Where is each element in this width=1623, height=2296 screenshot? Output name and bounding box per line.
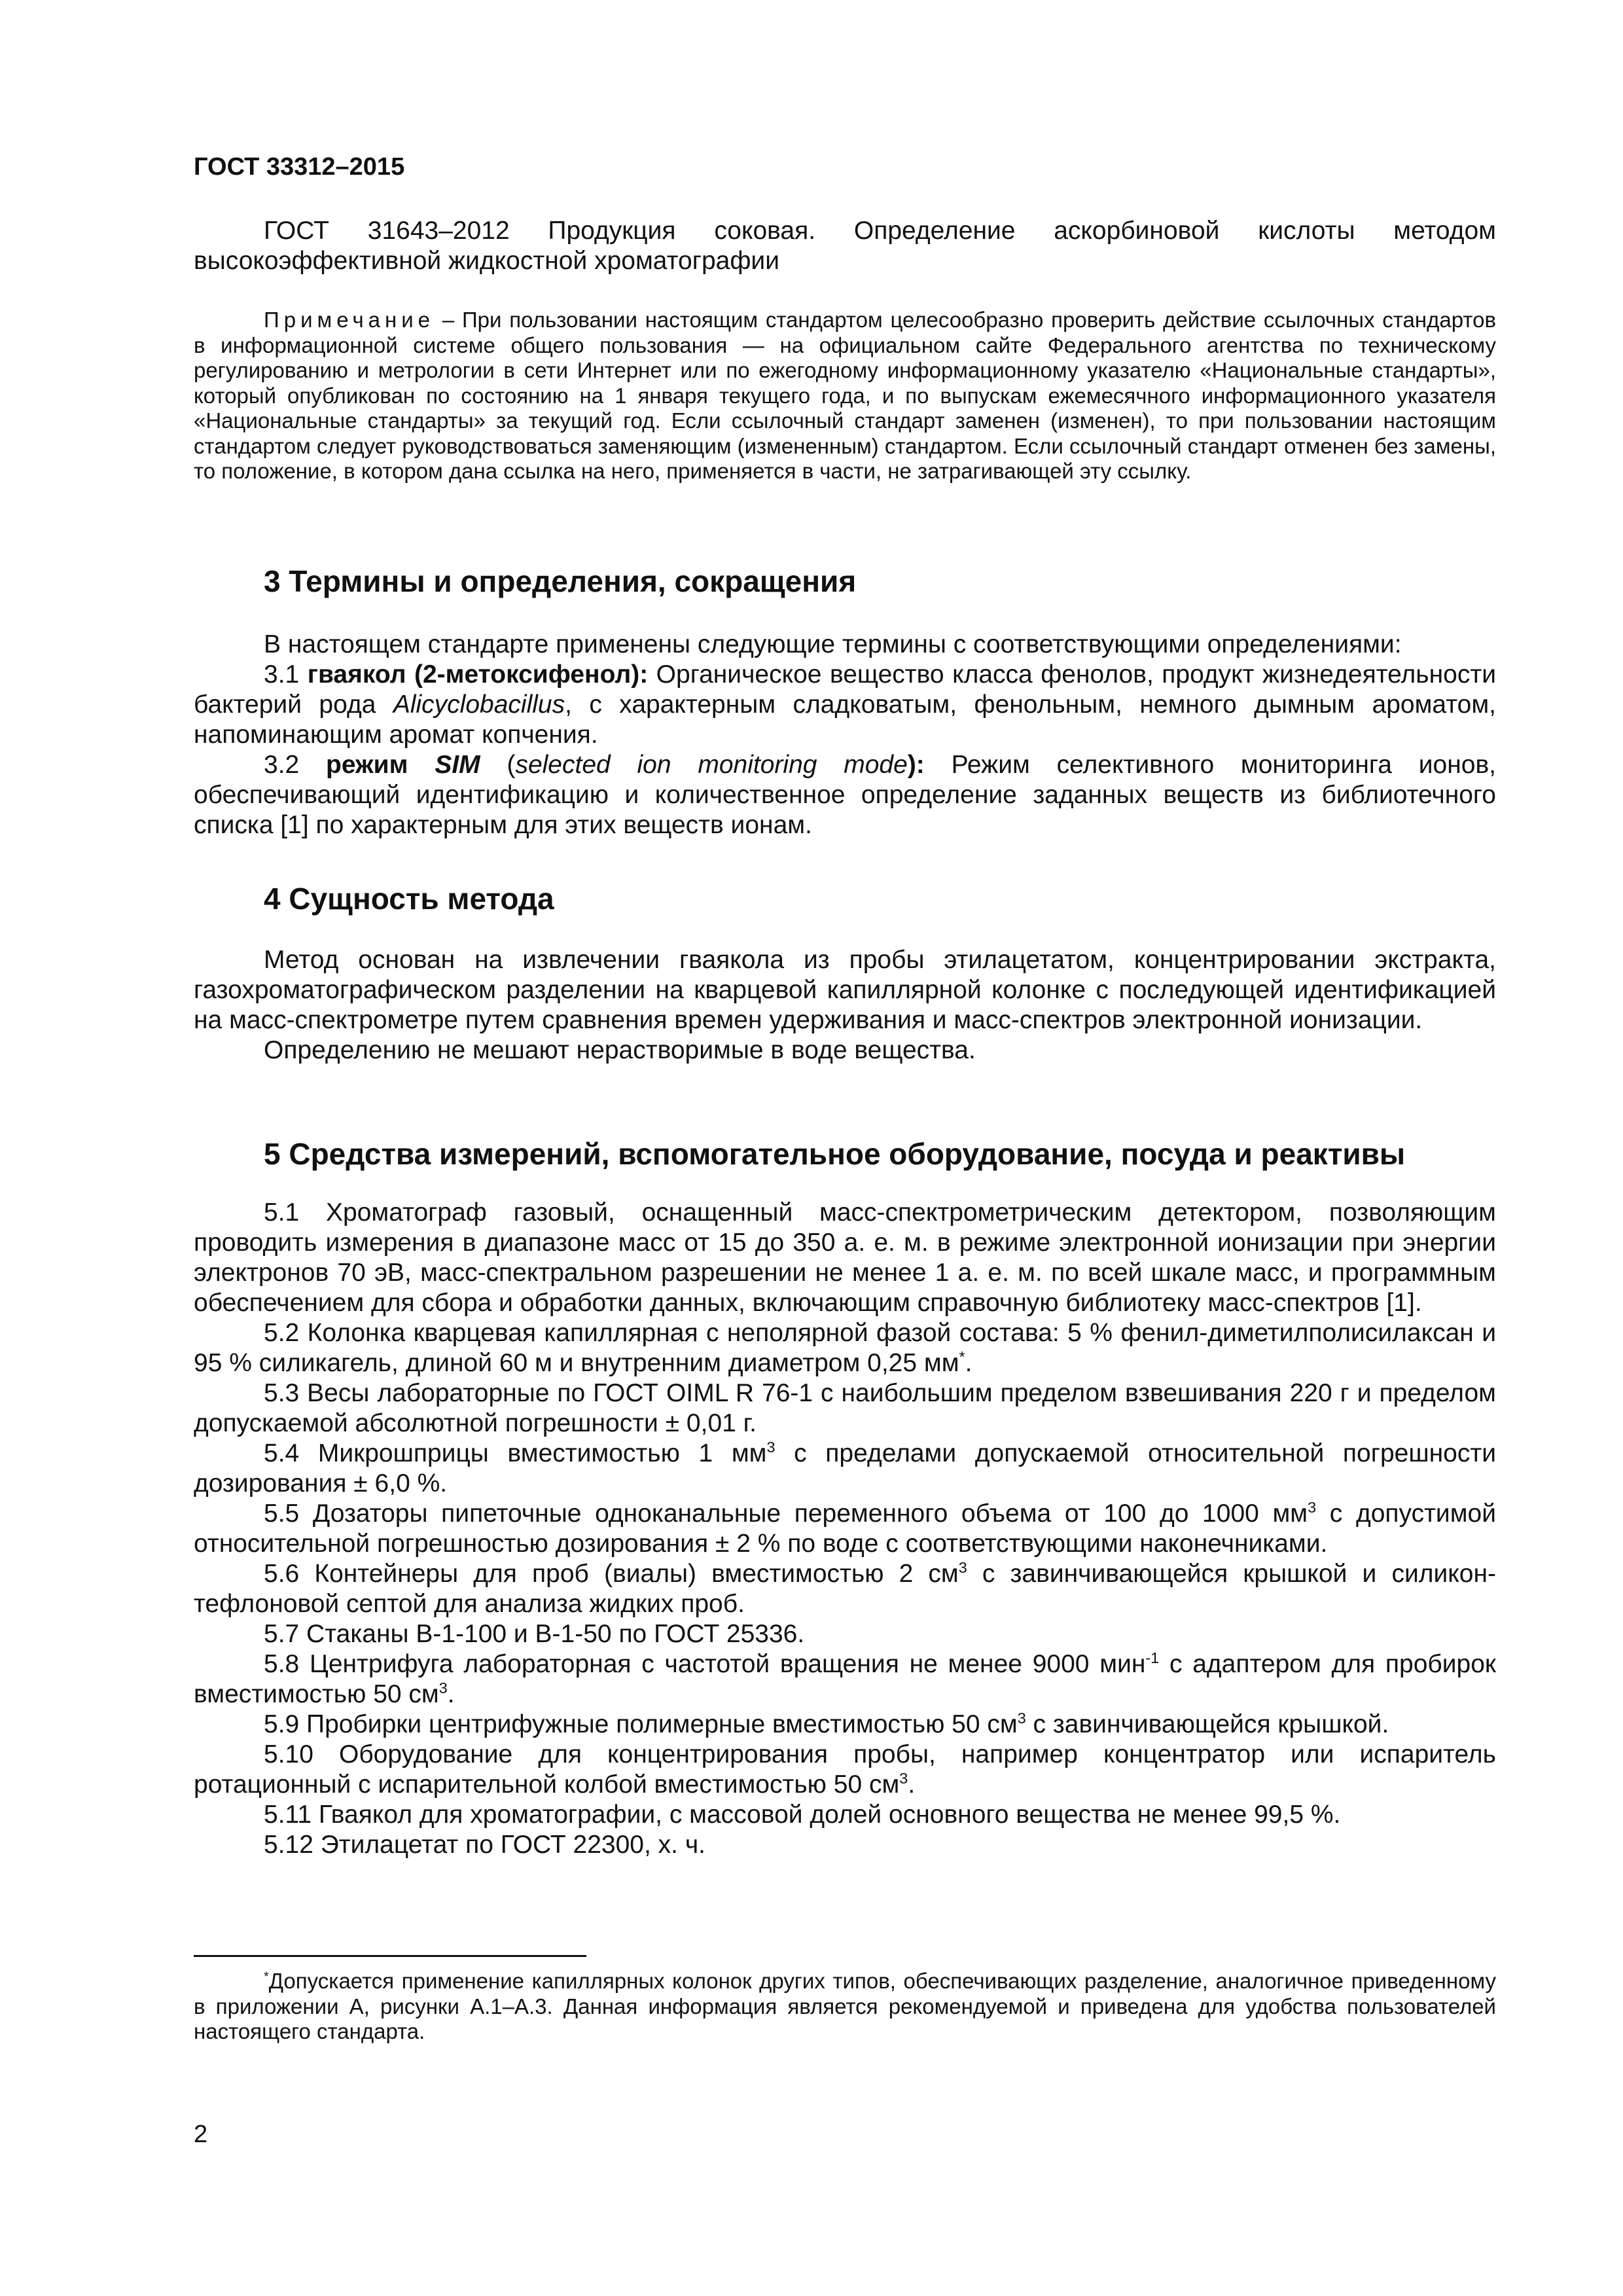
superscript: 3 — [438, 1679, 448, 1696]
note-label: Примечание — [264, 308, 435, 332]
superscript: -1 — [1145, 1649, 1160, 1666]
item-text: 5.10 Оборудование для концентрирования пробы, например концентратор или испаритель ротационный с испарительной колбой вместимостью 50 см — [194, 1740, 1496, 1799]
footnote-ref[interactable]: * — [959, 1348, 965, 1365]
item-text-end: с завинчивающейся крышкой. — [1026, 1710, 1389, 1738]
footnote-divider — [194, 1955, 586, 1957]
item-5-3: 5.3 Весы лабораторные по ГОСТ OIML R 76-1 с наибольшим пределом взвешивания 220 г и пределом допускаемой абсолютной погрешности ± 0,01 г. — [194, 1379, 1496, 1437]
item-text-middle: с адаптером для пробирок вместимостью 50 см — [194, 1650, 1496, 1708]
item-5-9 — [194, 1710, 1496, 1740]
reference-gost-31643 — [194, 216, 1496, 276]
term-title: режим — [326, 751, 435, 779]
section-5-heading: 5 Средства измерений, вспомогательное оборудование, посуда и реактивы — [264, 1137, 1406, 1171]
term-number: 3.2 — [264, 751, 327, 779]
item-text-end: с завинчивающейся крышкой и силикон-тефлоновой септой для анализа жидких проб. — [194, 1560, 1496, 1618]
note-paragraph — [194, 308, 1496, 484]
superscript: 3 — [958, 1559, 967, 1576]
item-text-end: с допустимой относительной погрешностью дозирования ± 2 % по воде с соответствующими наконечниками. — [194, 1499, 1497, 1558]
footnote-block — [194, 1969, 1496, 2045]
item-5-12: 5.12 Этилацетат по ГОСТ 22300, х. ч. — [264, 1831, 705, 1859]
item-text: 5.6 Контейнеры для проб (виалы) вместимостью 2 см — [264, 1560, 959, 1588]
footnote-mark: * — [264, 1969, 269, 1984]
superscript: 3 — [899, 1770, 908, 1787]
item-text: 5.8 Центрифуга лабораторная с частотой вращения не менее 9000 мин — [264, 1650, 1146, 1678]
item-5-4 — [194, 1439, 1496, 1499]
item-text: 5.4 Микрошприцы вместимостью 1 мм — [264, 1439, 767, 1467]
section-4-heading-block — [194, 880, 1496, 917]
section-3-heading: 3 Термины и определения, сокращения — [264, 564, 857, 598]
paren-close: ): — [907, 751, 925, 779]
term-number: 3.1 — [264, 660, 308, 689]
term-abbreviation: SIM — [435, 751, 480, 779]
item-5-5 — [194, 1499, 1496, 1559]
item-text-end: с пределами допускаемой относительной погрешности дозирования ± 6,0 %. — [194, 1439, 1497, 1498]
section-5-body — [194, 1198, 1496, 1860]
section-3-heading-block — [194, 563, 1496, 600]
term-definition: Режим селективного мониторинга ионов, обеспечивающий идентификацию и количественное определение заданных веществ из библиотечного списка [1] по характерным для этих веществ ионам. — [194, 751, 1496, 839]
term-title: гваякол (2-метоксифенол): — [307, 660, 649, 689]
section-4-body — [194, 945, 1496, 1066]
paren-open: ( — [480, 751, 516, 779]
item-5-11: 5.11 Гваякол для хроматографии, с массовой долей основного вещества не менее 99,5 %. — [264, 1801, 1341, 1829]
section-4-paragraph-2: Определению не мешают нерастворимые в воде вещества. — [264, 1036, 976, 1064]
footnote-text — [194, 1969, 1496, 2045]
item-5-10 — [194, 1740, 1496, 1800]
section-3-intro: В настоящем стандарте применены следующие термины с соответствующими определениями: — [264, 630, 1402, 658]
item-text-end: . — [965, 1349, 972, 1377]
reference-text: ГОСТ 31643–2012 Продукция соковая. Определение аскорбиновой кислоты методом высокоэффективной жидкостной хроматографии — [194, 217, 1496, 275]
superscript: 3 — [766, 1439, 776, 1456]
term-definition: Органическое вещество класса фенолов, продукт жизнедеятельности бактерий рода — [194, 660, 1496, 719]
term-definition-end: , с характерным сладковатым, фенольным, немного дымным ароматом, напоминающим аромат копчения. — [194, 691, 1496, 749]
running-header: ГОСТ 33312–2015 — [194, 153, 405, 181]
item-text-end: . — [447, 1680, 455, 1708]
section-5-heading-block — [194, 1136, 1496, 1172]
item-text: 5.5 Дозаторы пипеточные одноканальные переменного объема от 100 до 1000 мм — [264, 1499, 1308, 1528]
term-3-1 — [194, 660, 1496, 750]
note-block — [194, 308, 1496, 484]
superscript: 3 — [1017, 1710, 1026, 1727]
item-text-end: . — [908, 1770, 916, 1799]
genus-name: Alicyclobacillus — [393, 691, 565, 719]
item-text: 5.9 Пробирки центрифужные полимерные вместимостью 50 см — [264, 1710, 1018, 1738]
item-5-2 — [194, 1318, 1496, 1378]
page-number: 2 — [194, 2121, 208, 2148]
footnote-body: Допускается применение капиллярных колонок других типов, обеспечивающих разделение, аналогичное приведенному в приложении А, рисунки А.1–А.3. Данная информация является рекомендуемой и приведена для удобства пользователей настоящего стандарта. — [194, 1969, 1496, 2043]
superscript: 3 — [1308, 1499, 1317, 1516]
section-4-paragraph-1: Метод основан на извлечении гваякола из пробы этилацетатом, концентрировании экстракта, газохроматографическом разделении на кварцевой капиллярной колонке с последующей идентификацией на масс-спектрометре путем сравнения времен удерживания и масс-спектров электронной ионизации. — [194, 946, 1496, 1034]
term-english: selected ion monitoring mode — [515, 751, 908, 779]
item-5-8 — [194, 1649, 1496, 1710]
section-3-body — [194, 630, 1496, 840]
section-4-heading: 4 Сущность метода — [264, 882, 554, 916]
item-5-1: 5.1 Хроматограф газовый, оснащенный масс-спектрометрическим детектором, позволяющим проводить измерения в диапазоне масс от 15 до 350 а. е. м. в режиме электронной ионизации при энергии электронов 70 эВ, масс-спектральном разрешении не менее 1 а. е. м. по всей шкале масс, и программным обеспечением для сбора и обработки данных, включающим справочную библиотеку масс-спектров [1]. — [194, 1198, 1496, 1317]
term-3-2 — [194, 750, 1496, 840]
note-text: – При пользовании настоящим стандартом целесообразно проверить действие ссылочных стандартов в информационной системе общего пользования — на официальном сайте Федерального агентства по техническому регулированию и метрологии в сети Интернет или по ежегодному информационному указателю «Национальные стандарты», который опубликован по состоянию на 1 января текущего года, и по выпускам ежемесячного информационного указателя «Национальные стандарты» за текущий год. Если ссылочный стандарт заменен (изменен), то при пользовании настоящим стандартом следует руководствоваться заменяющим (измененным) стандартом. Если ссылочный стандарт отменен без замены, то положение, в котором дана ссылка на него, применяется в части, не затрагивающей эту ссылку. — [194, 308, 1496, 483]
item-5-6 — [194, 1559, 1496, 1619]
item-text: 5.2 Колонка кварцевая капиллярная с неполярной фазой состава: 5 % фенил-диметилполисилаксан и 95 % силикагель, длиной 60 м и внутренним диаметром 0,25 мм — [194, 1319, 1496, 1377]
item-5-7: 5.7 Стаканы В-1-100 и В-1-50 по ГОСТ 25336. — [264, 1620, 805, 1648]
